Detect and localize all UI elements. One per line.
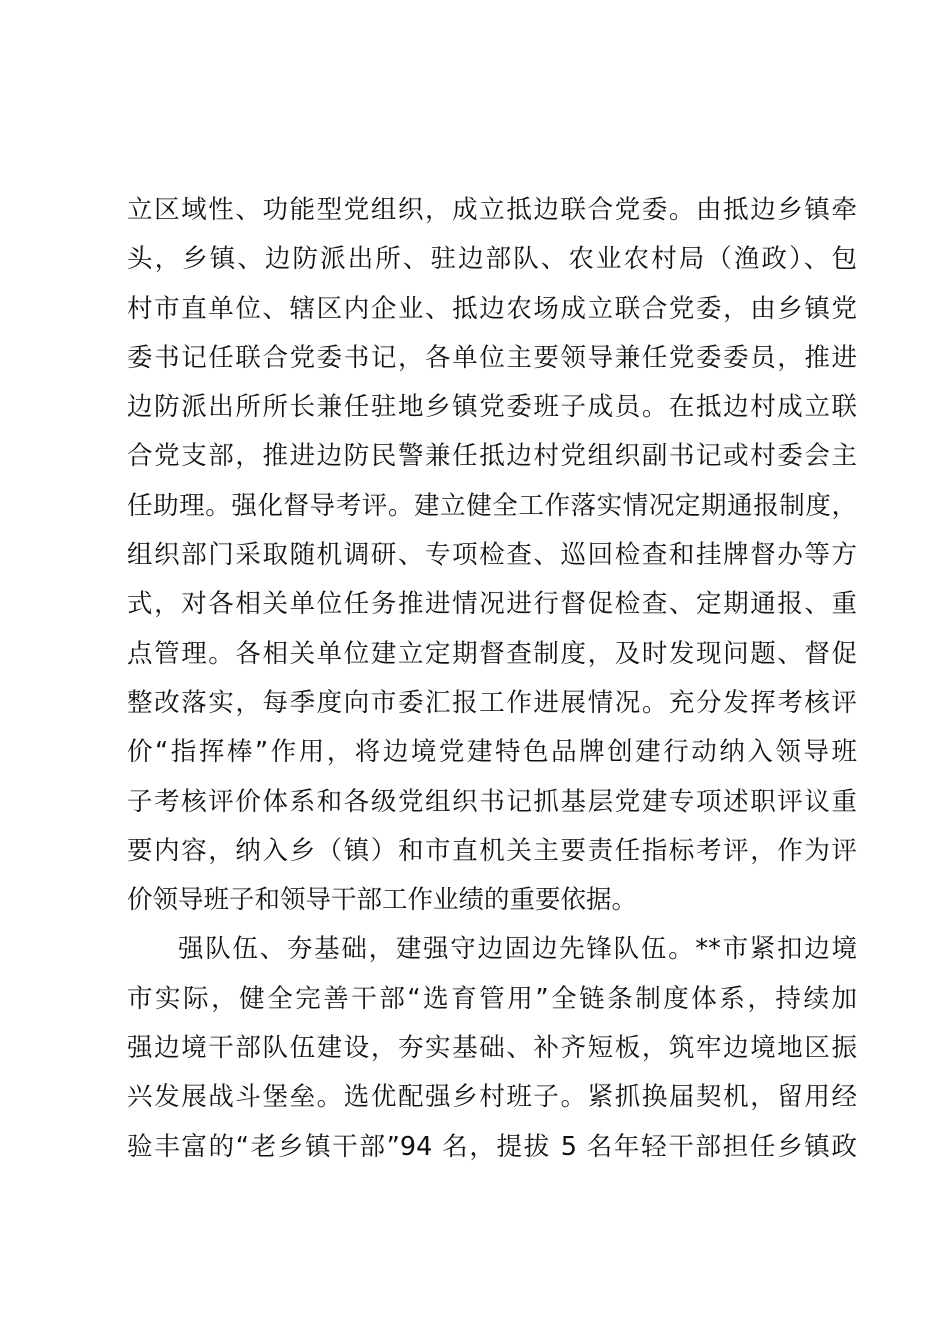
text-line: 子考核评价体系和各级党组织书记抓基层党建专项述职评议重 (127, 786, 857, 817)
text-line: 价“指挥棒”作用，将边境党建特色品牌创建行动纳入领导班 (127, 737, 857, 768)
text-line: 任助理。强化督导考评。建立健全工作落实情况定期通报制度， (127, 490, 857, 521)
text-line: 兴发展战斗堡垒。选优配强乡村班子。紧抓换届契机，留用经 (127, 1082, 857, 1113)
text-line: 整改落实，每季度向市委汇报工作进展情况。充分发挥考核评 (127, 687, 857, 718)
text-line: 价领导班子和领导干部工作业绩的重要依据。 (127, 885, 638, 916)
text-line: 边防派出所所长兼任驻地乡镇党委班子成员。在抵边村成立联 (127, 392, 857, 423)
text-line: 村市直单位、辖区内企业、抵边农场成立联合党委，由乡镇党 (127, 293, 857, 324)
text-line: 委书记任联合党委书记，各单位主要领导兼任党委委员，推进 (127, 342, 857, 373)
text-line: 要内容，纳入乡（镇）和市直机关主要责任指标考评，作为评 (127, 835, 857, 866)
text-line: 组织部门采取随机调研、专项检查、巡回检查和挂牌督办等方 (127, 540, 857, 571)
text-line: 头，乡镇、边防派出所、驻边部队、农业农村局（渔政）、包 (127, 244, 857, 275)
text-line: 立区域性、功能型党组织，成立抵边联合党委。由抵边乡镇牵 (127, 195, 857, 225)
text-line: 验丰富的“老乡镇干部”94 名，提拔 5 名年轻干部担任乡镇政 (127, 1131, 857, 1162)
text-line: 强边境干部队伍建设，夯实基础、补齐短板，筑牢边境地区振 (127, 1033, 857, 1064)
text-line: 市实际，健全完善干部“选育管用”全链条制度体系，持续加 (127, 983, 857, 1014)
text-line: 式，对各相关单位任务推进情况进行督促检查、定期通报、重 (127, 589, 857, 620)
text-line: 点管理。各相关单位建立定期督查制度，及时发现问题、督促 (127, 638, 857, 669)
body-text (127, 186, 857, 1172)
paragraph-first-line: 强队伍、夯基础，建强守边固边先锋队伍。**市紧扣边境 (178, 934, 857, 965)
text-line: 合党支部，推进边防民警兼任抵边村党组织副书记或村委会主 (127, 441, 857, 472)
